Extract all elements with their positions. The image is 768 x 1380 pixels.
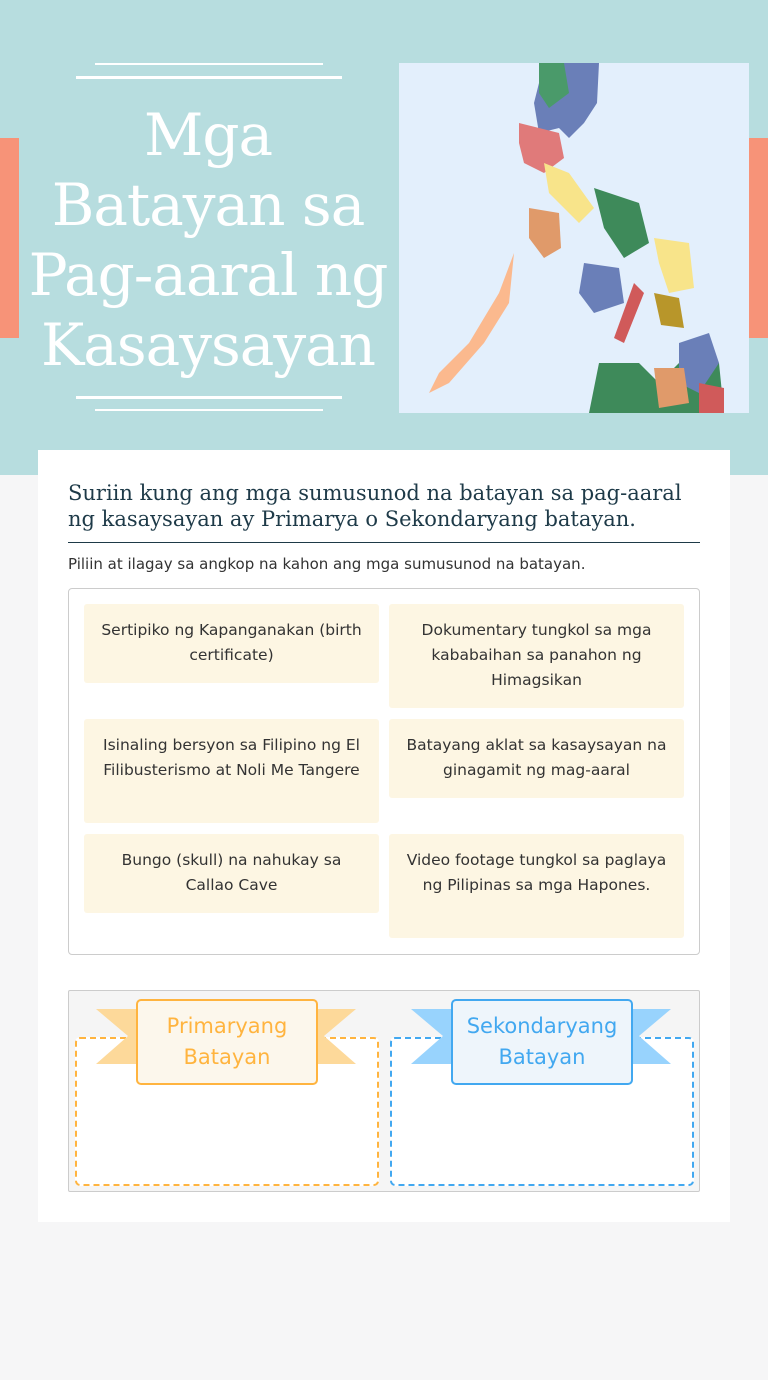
header-banner [0, 0, 768, 475]
category-label-secondary: Sekondaryang Batayan [451, 999, 633, 1085]
draggable-items-pool [68, 588, 700, 955]
draggable-item[interactable]: Sertipiko ng Kapanganakan (birth certificate) [84, 604, 379, 683]
instruction-text: Piliin at ilagay sa angkop na kahon ang mga sumusunod na batayan. [68, 555, 586, 573]
drop-area [68, 990, 700, 1192]
activity-card [38, 450, 730, 1222]
philippines-map-image [399, 63, 749, 413]
category-label-primary: Primaryang Batayan [136, 999, 318, 1085]
accent-bar-left [0, 138, 19, 338]
divider [76, 76, 342, 79]
divider [95, 409, 323, 411]
draggable-item[interactable]: Video footage tungkol sa paglaya ng Pilipinas sa mga Hapones. [389, 834, 684, 938]
divider [68, 542, 700, 543]
draggable-item[interactable]: Dokumentary tungkol sa mga kababaihan sa panahon ng Himagsikan [389, 604, 684, 708]
divider [76, 396, 342, 399]
accent-bar-right [749, 138, 768, 338]
page-title: Mga Batayan sa Pag-aaral ng Kasaysayan [28, 101, 388, 379]
divider [95, 63, 323, 65]
draggable-item[interactable]: Batayang aklat sa kasaysayan na ginagamit ng mag-aaral [389, 719, 684, 798]
draggable-item[interactable]: Isinaling bersyon sa Filipino ng El Filibusterismo at Noli Me Tangere [84, 719, 379, 823]
question-heading: Suriin kung ang mga sumusunod na batayan sa pag-aaral ng kasaysayan ay Primarya o Sekondaryang batayan. [68, 481, 682, 531]
draggable-item[interactable]: Bungo (skull) na nahukay sa Callao Cave [84, 834, 379, 913]
